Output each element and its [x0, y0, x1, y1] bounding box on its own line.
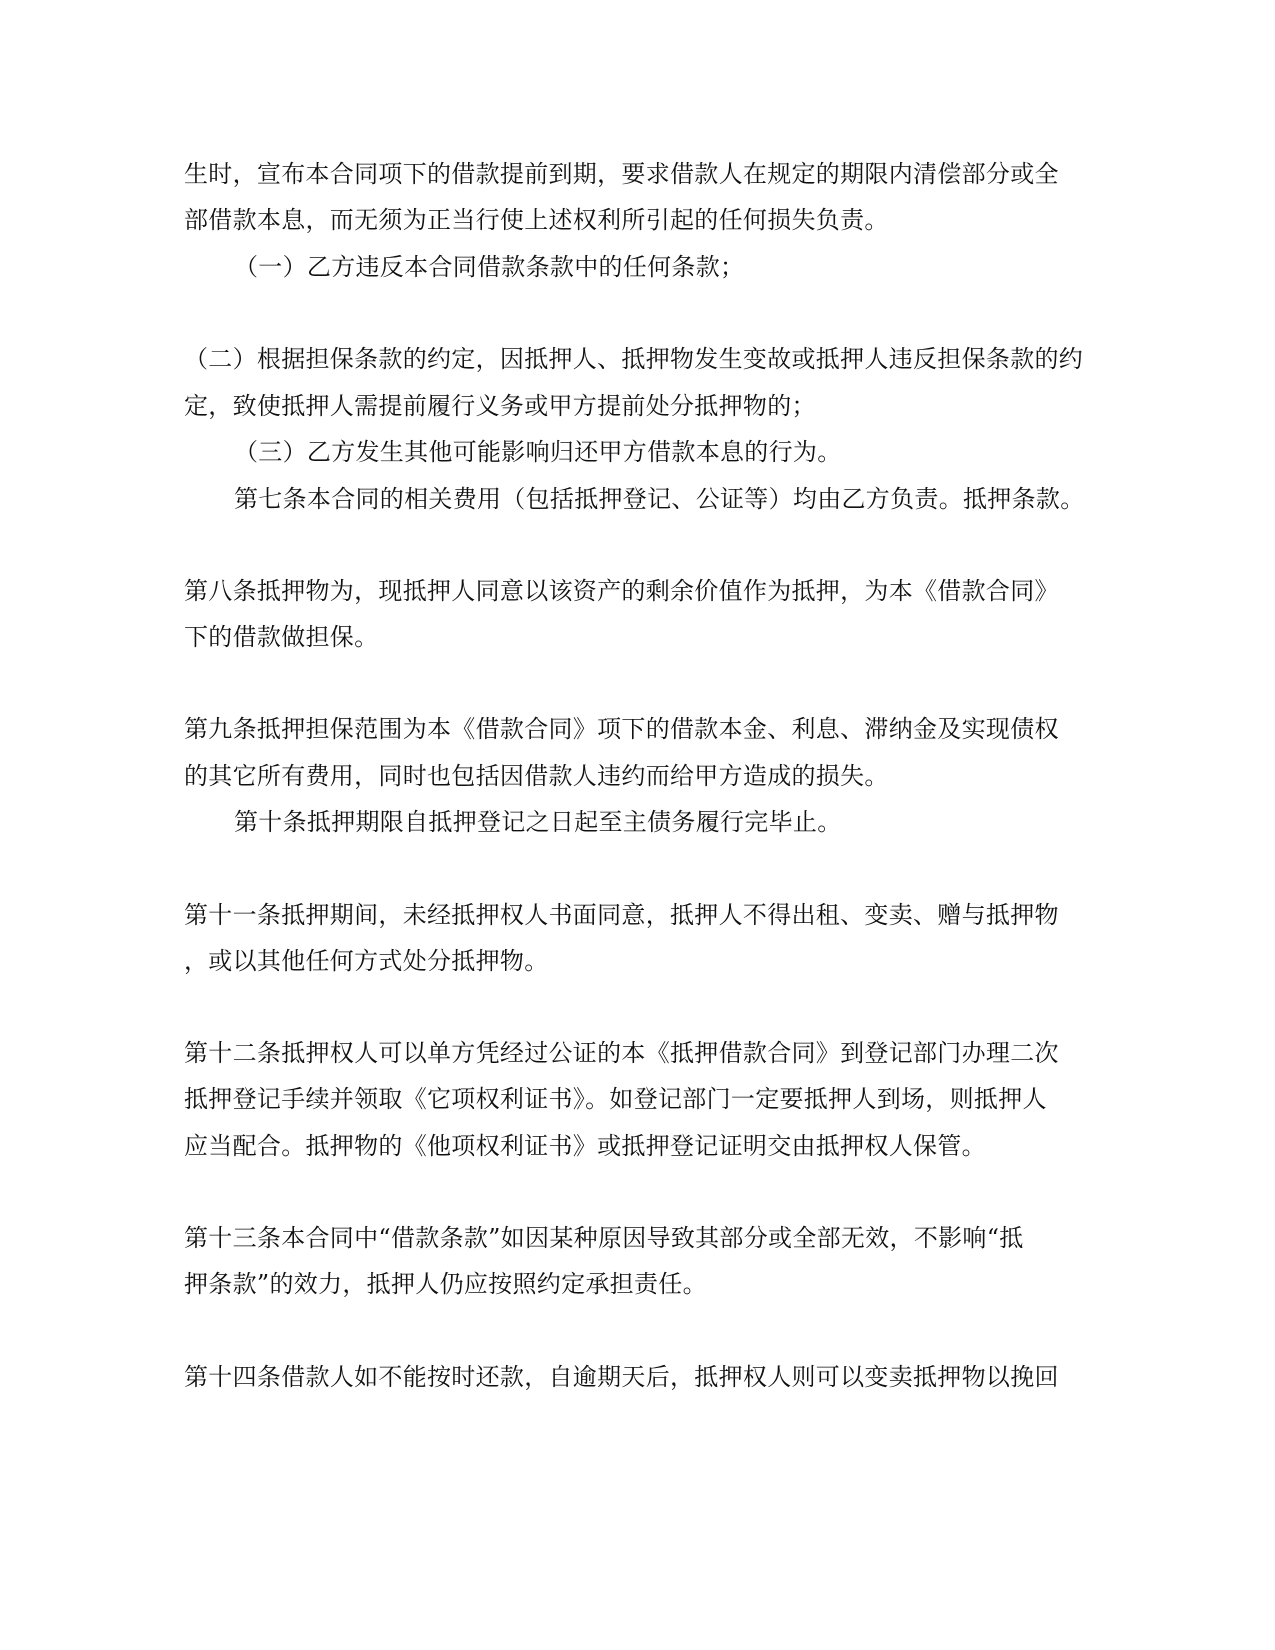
text-line: （三）乙方发生其他可能影响归还甲方借款本息的行为。 [234, 438, 842, 466]
text-line: 第十二条抵押权人可以单方凭经过公证的本《抵押借款合同》到登记部门办理二次 [184, 1039, 1059, 1067]
text-line: 定，致使抵押人需提前履行义务或甲方提前处分抵押物的； [184, 392, 816, 420]
text-line: 应当配合。抵押物的《他项权利证书》或抵押登记证明交由抵押权人保管。 [184, 1132, 986, 1160]
text-line: 第十三条本合同中“借款条款”如因某种原因导致其部分或全部无效，不影响“抵 [184, 1224, 1024, 1252]
text-line: 押条款”的效力，抵押人仍应按照约定承担责任。 [184, 1270, 707, 1298]
text-line: ，或以其他任何方式处分抵押物。 [184, 947, 549, 975]
text-line: （一）乙方违反本合同借款条款中的任何条款； [234, 253, 745, 281]
text-line: 抵押登记手续并领取《它项权利证书》。如登记部门一定要抵押人到场，则抵押人 [184, 1085, 1047, 1113]
text-line: 第十一条抵押期间，未经抵押权人书面同意，抵押人不得出租、变卖、赠与抵押物 [184, 901, 1059, 929]
text-line: 部借款本息，而无须为正当行使上述权利所引起的任何损失负责。 [184, 206, 889, 234]
text-line: （二）根据担保条款的约定，因抵押人、抵押物发生变故或抵押人违反担保条款的约 [184, 345, 1084, 373]
text-line: 第七条本合同的相关费用（包括抵押登记、公证等）均由乙方负责。抵押条款。 [234, 485, 1085, 513]
text-line: 下的借款做担保。 [184, 623, 379, 651]
text-line: 的其它所有费用，同时也包括因借款人违约而给甲方造成的损失。 [184, 762, 889, 790]
text-line: 第八条抵押物为，现抵押人同意以该资产的剩余价值作为抵押，为本《借款合同》 [184, 577, 1059, 605]
text-line: 第九条抵押担保范围为本《借款合同》项下的借款本金、利息、滞纳金及实现债权 [184, 715, 1059, 743]
text-line: 第十条抵押期限自抵押登记之日起至主债务履行完毕止。 [234, 808, 842, 836]
text-line: 生时，宣布本合同项下的借款提前到期，要求借款人在规定的期限内清偿部分或全 [184, 160, 1059, 188]
text-line: 第十四条借款人如不能按时还款，自逾期天后，抵押权人则可以变卖抵押物以挽回 [184, 1363, 1059, 1391]
